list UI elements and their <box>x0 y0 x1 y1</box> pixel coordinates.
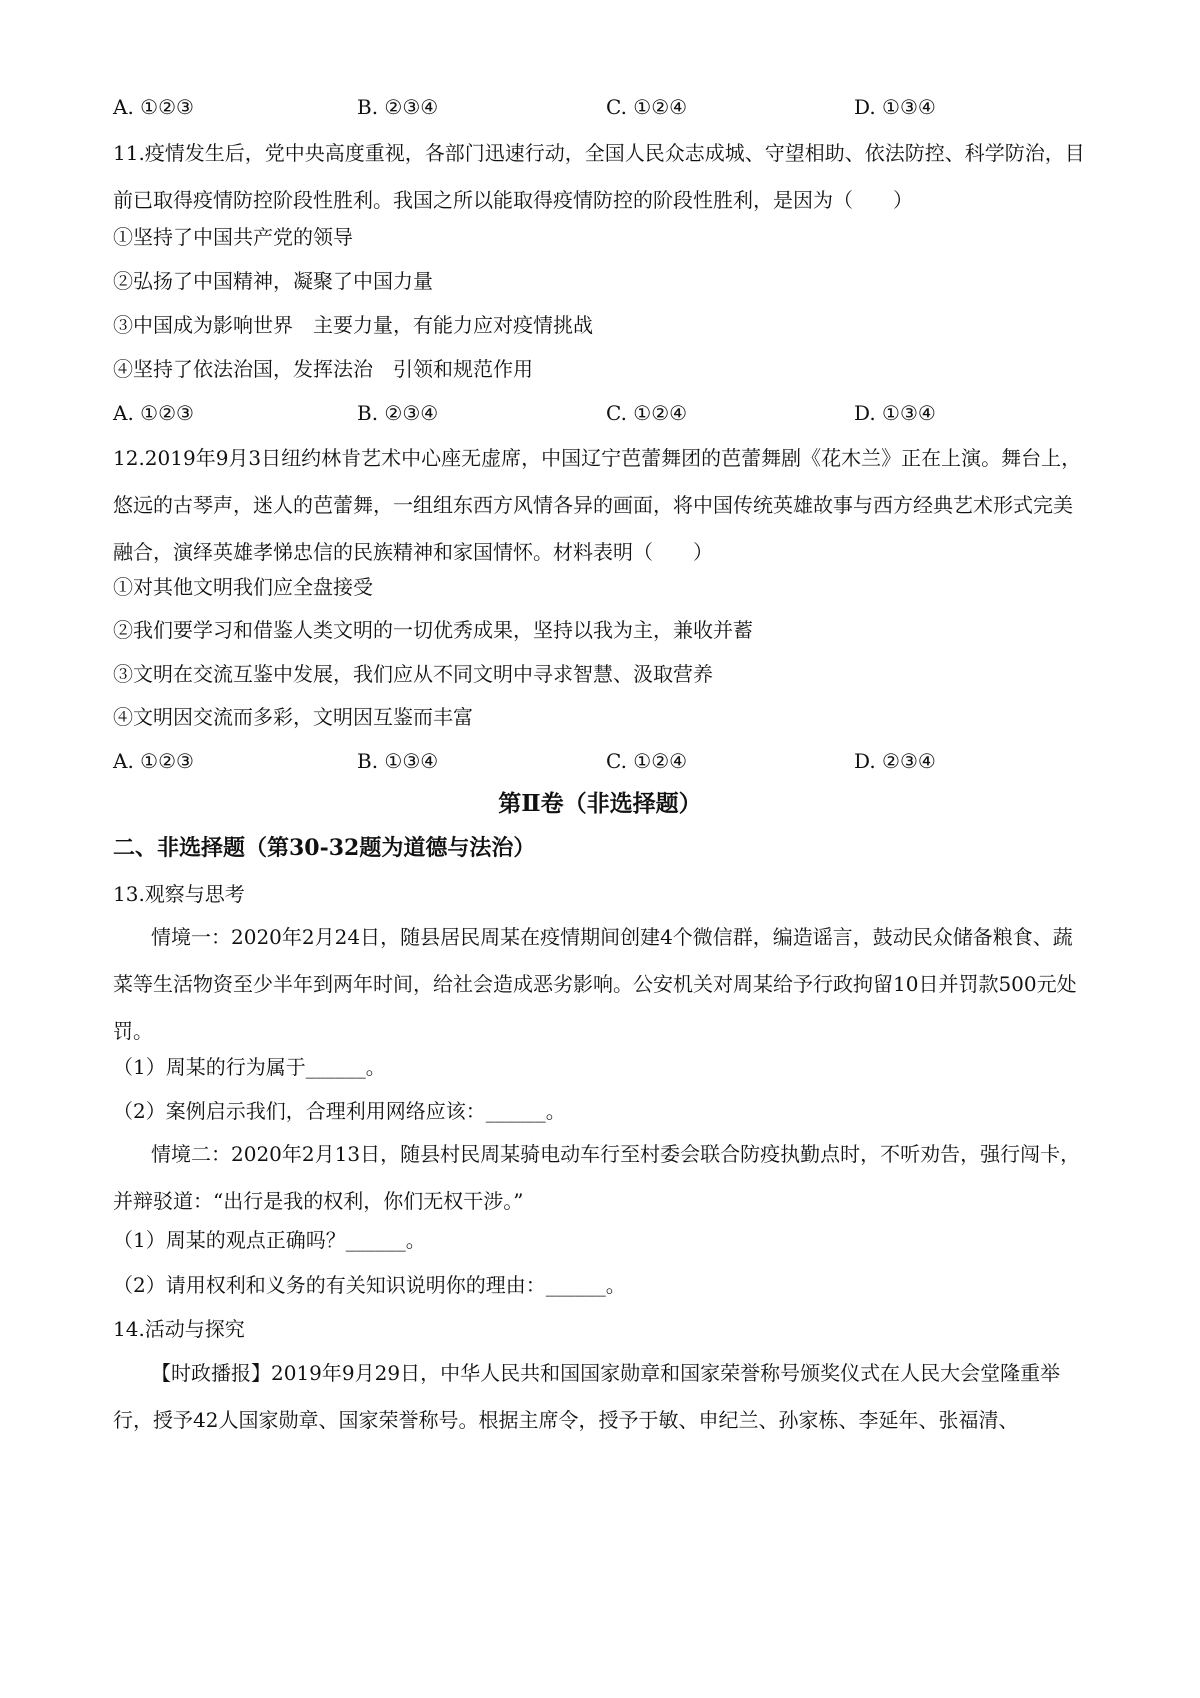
q13-scene-1-question-1: （1）周某的行为属于______。 <box>113 1055 386 1079</box>
option-c: C. ①②④ <box>606 749 688 773</box>
option-d: D. ①③④ <box>854 401 936 425</box>
q13-scene-2-question-1: （1）周某的观点正确吗？______。 <box>113 1228 426 1252</box>
q13-scene-1-question-2: （2）案例启示我们，合理利用网络应该：______。 <box>113 1099 566 1123</box>
q12-item-2: ②我们要学习和借鉴人类文明的一切优秀成果，坚持以我为主，兼收并蓄 <box>113 618 753 642</box>
option-d: D. ②③④ <box>854 749 936 773</box>
option-a: A. ①②③ <box>113 749 194 773</box>
q13-scene-2-question-2: （2）请用权利和义务的有关知识说明你的理由：______。 <box>113 1273 626 1297</box>
question-14-heading: 14.活动与探究 <box>113 1317 245 1341</box>
option-a: A. ①②③ <box>113 95 194 119</box>
question-12-stem: 12.2019年9月3日纽约林肯艺术中心座无虚席，中国辽宁芭蕾舞团的芭蕾舞剧《花木兰》正在上演。舞台上，悠远的古琴声，迷人的芭蕾舞，一组组东西方风情各异的画面，将中国传统英雄故事与西方经典艺术形式完美融合，演绎英雄孝悌忠信的民族精神和家国情怀。材料表明（ ） <box>113 446 1082 564</box>
answer-options-q12 <box>113 747 1013 775</box>
q14-news: 【时政播报】2019年9月29日，中华人民共和国国家勋章和国家荣誉称号颁奖仪式在人民大会堂隆重举行，授予42人国家勋章、国家荣誉称号。根据主席令，授予于敏、申纪兰、孙家栋、李延年、张福清、 <box>113 1361 1061 1432</box>
q11-item-1: ①坚持了中国共产党的领导 <box>113 225 353 249</box>
answer-options-q10 <box>113 93 1013 121</box>
part-2-title: 第Ⅱ卷（非选择题） <box>498 790 702 817</box>
option-b: B. ②③④ <box>357 95 439 119</box>
option-a: A. ①②③ <box>113 401 194 425</box>
option-b: B. ①③④ <box>357 749 439 773</box>
option-c: C. ①②④ <box>606 401 688 425</box>
q11-item-3: ③中国成为影响世界 主要力量，有能力应对疫情挑战 <box>113 313 593 337</box>
option-d: D. ①③④ <box>854 95 936 119</box>
question-13-heading: 13.观察与思考 <box>113 882 245 906</box>
q12-item-4: ④文明因交流而多彩，文明因互鉴而丰富 <box>113 705 473 729</box>
section-2-title: 二、非选择题（第30-32题为道德与法治） <box>113 835 536 861</box>
option-b: B. ②③④ <box>357 401 439 425</box>
question-11-stem: 11.疫情发生后，党中央高度重视，各部门迅速行动，全国人民众志成城、守望相助、依法防控、科学防治，目前已取得疫情防控阶段性胜利。我国之所以能取得疫情防控的阶段性胜利，是因为（ ） <box>113 141 1085 212</box>
q11-item-2: ②弘扬了中国精神，凝聚了中国力量 <box>113 269 433 293</box>
q12-item-3: ③文明在交流互鉴中发展，我们应从不同文明中寻求智慧、汲取营养 <box>113 662 713 686</box>
q13-scene-1: 情境一：2020年2月24日，随县居民周某在疫情期间创建4个微信群，编造谣言，鼓动民众储备粮食、蔬菜等生活物资至少半年到两年时间，给社会造成恶劣影响。公安机关对周某给予行政拘留10日并罚款500元处罚。 <box>113 925 1077 1043</box>
q12-item-1: ①对其他文明我们应全盘接受 <box>113 575 373 599</box>
q11-item-4: ④坚持了依法治国，发挥法治 引领和规范作用 <box>113 357 533 381</box>
answer-options-q11 <box>113 399 1013 427</box>
q13-scene-2: 情境二：2020年2月13日，随县村民周某骑电动车行至村委会联合防疫执勤点时，不听劝告，强行闯卡，并辩驳道：“出行是我的权利，你们无权干涉。” <box>113 1142 1081 1213</box>
option-c: C. ①②④ <box>606 95 688 119</box>
